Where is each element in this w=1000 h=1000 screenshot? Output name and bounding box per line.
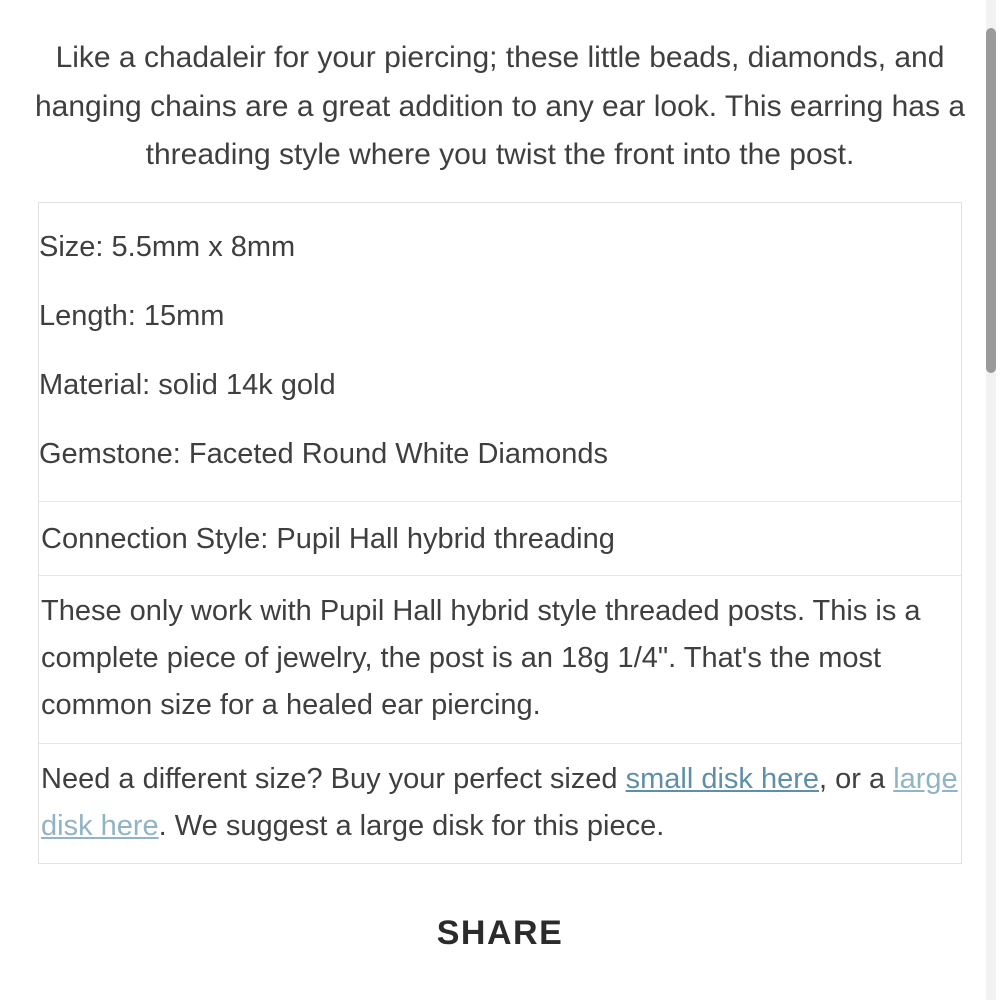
sizing-note-middle: , or a (819, 762, 894, 795)
sizing-note-lead: Need a different size? Buy your perfect sized (41, 762, 626, 795)
spec-group-cell (39, 202, 962, 501)
spec-material: Material: solid 14k gold (39, 368, 336, 401)
spec-size: Size: 5.5mm x 8mm (39, 230, 296, 263)
product-spec-table (38, 202, 962, 865)
spec-length: Length: 15mm (39, 299, 225, 332)
share-heading: SHARE (436, 914, 564, 953)
large-disk-link[interactable]: large disk here (41, 762, 958, 842)
sizing-note-cell (39, 743, 962, 864)
table-row (39, 575, 962, 743)
product-intro-paragraph: Like a chadaleir for your piercing; these little beads, diamonds, and hanging chains are a great addition to any ear look. This earring has a threading style where you twist the front into the post. (34, 41, 966, 172)
table-row (39, 202, 962, 501)
table-row (39, 743, 962, 864)
small-disk-link[interactable]: small disk here (625, 762, 820, 795)
sizing-note-tail: . We suggest a large disk for this piece. (158, 809, 665, 842)
sizing-note (39, 756, 961, 850)
compatibility-note-cell (39, 575, 962, 743)
compatibility-note: These only work with Pupil Hall hybrid style threaded posts. This is a complete piece of jewelry, the post is an 18g 1/4". That's the most common size for a healed ear piercing. (41, 594, 921, 721)
table-row (39, 501, 962, 575)
spec-connection-style: Connection Style: Pupil Hall hybrid threading (41, 522, 615, 555)
scrollbar-thumb[interactable] (986, 28, 996, 373)
spec-gemstone: Gemstone: Faceted Round White Diamonds (39, 437, 608, 470)
